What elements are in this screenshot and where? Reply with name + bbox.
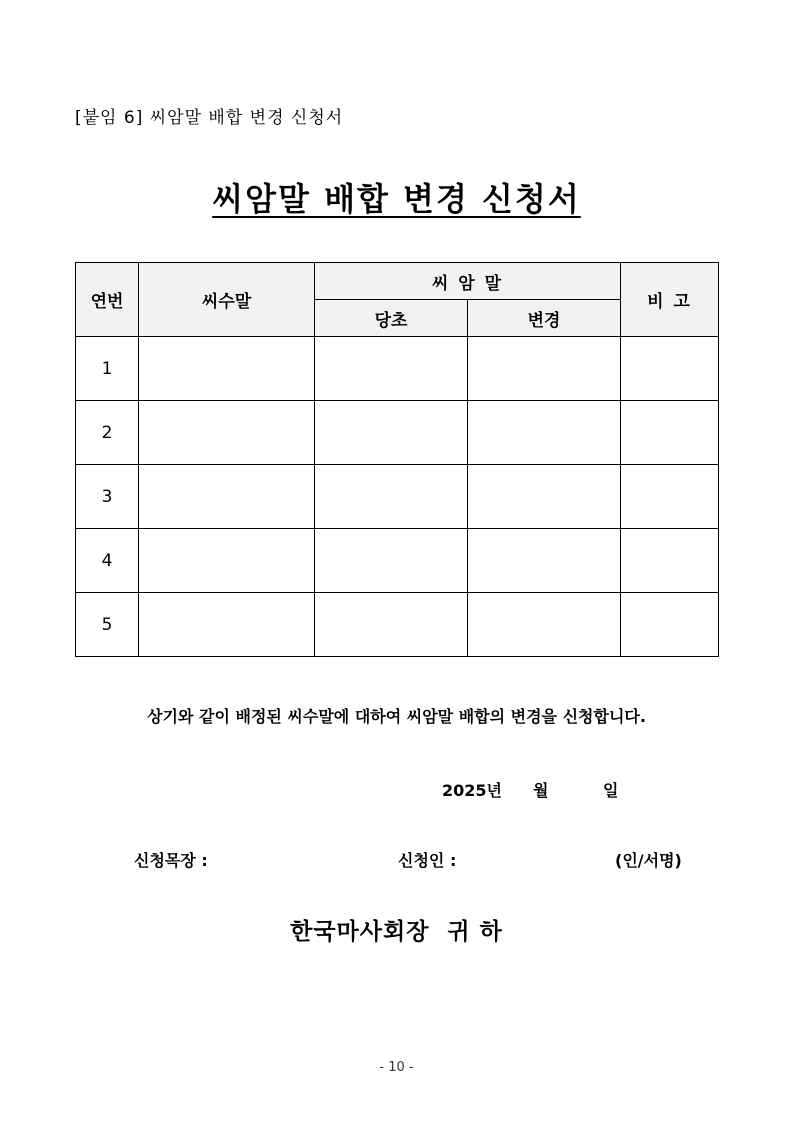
mare-change-table <box>75 262 719 657</box>
row-no: 5 <box>76 593 139 657</box>
original-mare-cell[interactable] <box>315 337 468 401</box>
header-mare-group: 씨 암 말 <box>315 263 621 300</box>
document-title <box>0 174 793 220</box>
remarks-cell[interactable] <box>621 465 719 529</box>
applicant-name-label: 신청인 : <box>398 851 457 870</box>
header-stallion: 씨수말 <box>139 263 315 337</box>
date-day: 일 <box>603 781 619 800</box>
changed-mare-cell[interactable] <box>468 337 621 401</box>
application-statement: 상기와 같이 배정된 씨수말에 대하여 씨암말 배합의 변경을 신청합니다. <box>147 707 646 726</box>
seal-signature-label: (인/서명) <box>615 851 682 870</box>
row-no: 3 <box>76 465 139 529</box>
table-row <box>76 465 719 529</box>
table-row <box>76 529 719 593</box>
remarks-cell[interactable] <box>621 593 719 657</box>
stallion-cell[interactable] <box>139 593 315 657</box>
attachment-label: [붙임 6] 씨암말 배합 변경 신청서 <box>75 108 344 128</box>
table-row <box>76 401 719 465</box>
remarks-cell[interactable] <box>621 401 719 465</box>
date-month: 월 <box>533 781 549 800</box>
original-mare-cell[interactable] <box>315 465 468 529</box>
header-remarks: 비 고 <box>621 263 719 337</box>
changed-mare-cell[interactable] <box>468 465 621 529</box>
header-original: 당초 <box>315 300 468 337</box>
original-mare-cell[interactable] <box>315 401 468 465</box>
table-row <box>76 593 719 657</box>
date-year: 2025년 <box>442 781 502 800</box>
row-no: 1 <box>76 337 139 401</box>
document-title-text: 씨암말 배합 변경 신청서 <box>212 180 581 218</box>
changed-mare-cell[interactable] <box>468 401 621 465</box>
page-number: - 10 - <box>379 1060 414 1075</box>
stallion-cell[interactable] <box>139 401 315 465</box>
stallion-cell[interactable] <box>139 465 315 529</box>
row-no: 4 <box>76 529 139 593</box>
remarks-cell[interactable] <box>621 337 719 401</box>
applicant-farm-label: 신청목장 : <box>134 851 208 870</box>
remarks-cell[interactable] <box>621 529 719 593</box>
stallion-cell[interactable] <box>139 337 315 401</box>
original-mare-cell[interactable] <box>315 529 468 593</box>
header-changed: 변경 <box>468 300 621 337</box>
addressee: 한국마사회장 귀 하 <box>290 919 503 945</box>
changed-mare-cell[interactable] <box>468 593 621 657</box>
original-mare-cell[interactable] <box>315 593 468 657</box>
table-header-row <box>76 263 719 300</box>
stallion-cell[interactable] <box>139 529 315 593</box>
header-no: 연번 <box>76 263 139 337</box>
row-no: 2 <box>76 401 139 465</box>
table-row <box>76 337 719 401</box>
changed-mare-cell[interactable] <box>468 529 621 593</box>
